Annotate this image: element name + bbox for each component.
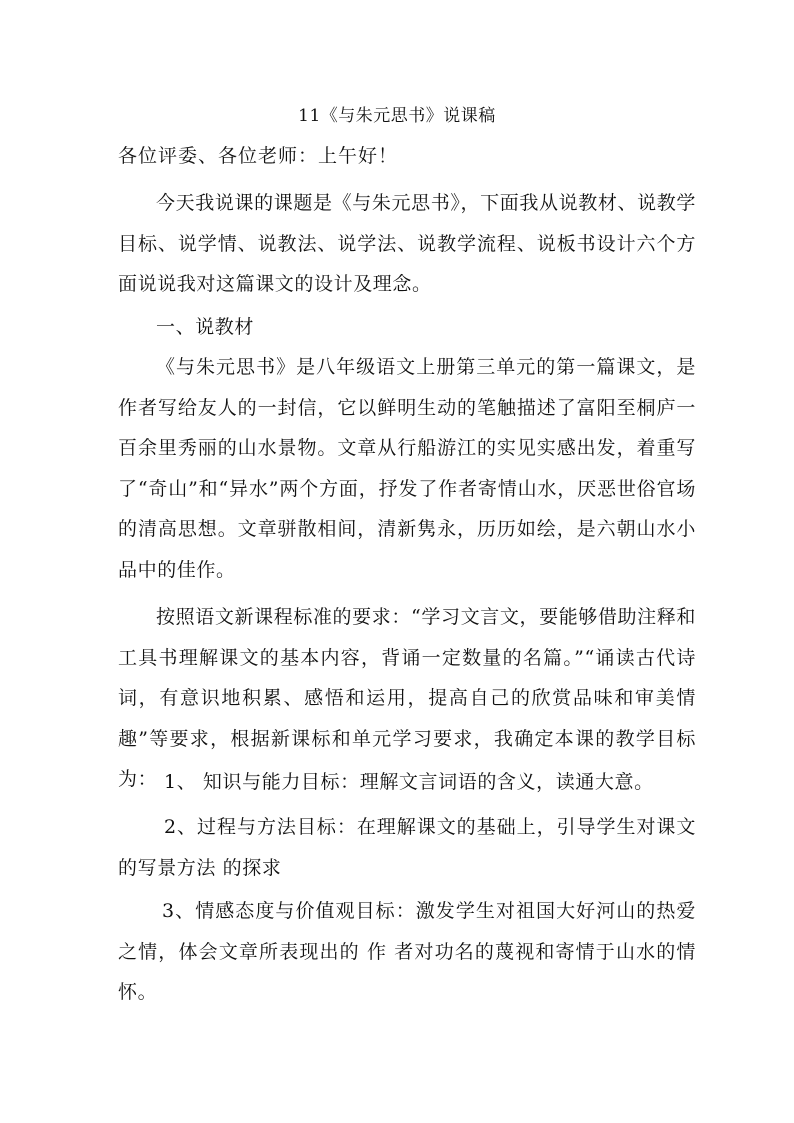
goal-knowledge: 1、 知识与能力目标：理解文言词语的含义，读通大意。: [164, 771, 654, 793]
goal-emotion: 3、情感态度与价值观目标：激发学生对祖国大好河山的热爱之情，体会文章所表现出的 作 者对功名的蔑视和寄情于山水的情怀。: [118, 900, 696, 1003]
document-title: 11《与朱元思书》说课稿: [298, 106, 496, 126]
textbook-paragraph: 《与朱元思书》是八年级语文上册第三单元的第一篇课文，是作者写给友人的一封信，它以鲜明生动的笔触描述了富阳至桐庐一百余里秀丽的山水景物。文章从行船游江的实见实感出发，着重写了“奇山”和“异水”两个方面，抒发了作者寄情山水，厌恶世俗官场的清高思想。文章骈散相间，清新隽永，历历如绘，是六朝山水小品中的佳作。: [118, 356, 696, 581]
goal-process: 2、过程与方法目标：在理解课文的基础上，引导学生对课文的写景方法 的探求: [118, 816, 696, 879]
section-heading-textbook: 一、说教材: [156, 316, 255, 338]
greeting-line: 各位评委、各位老师：上午好！: [118, 145, 399, 167]
intro-paragraph: 今天我说课的课题是《与朱元思书》，下面我从说教材、说教学目标、说学情、说教法、说学法、说教学流程、说板书设计六个方面说说我对这篇课文的设计及理念。: [118, 192, 696, 295]
curriculum-paragraph: 按照语文新课程标准的要求：“学习文言文，要能够借助注释和工具书理解课文的基本内容，背诵一定数量的名篇。”“诵读古代诗词，有意识地积累、感悟和运用，提高自己的欣赏品味和审美情趣”等要求，根据新课标和单元学习要求，我确定本课的教学目标为：: [118, 606, 696, 790]
